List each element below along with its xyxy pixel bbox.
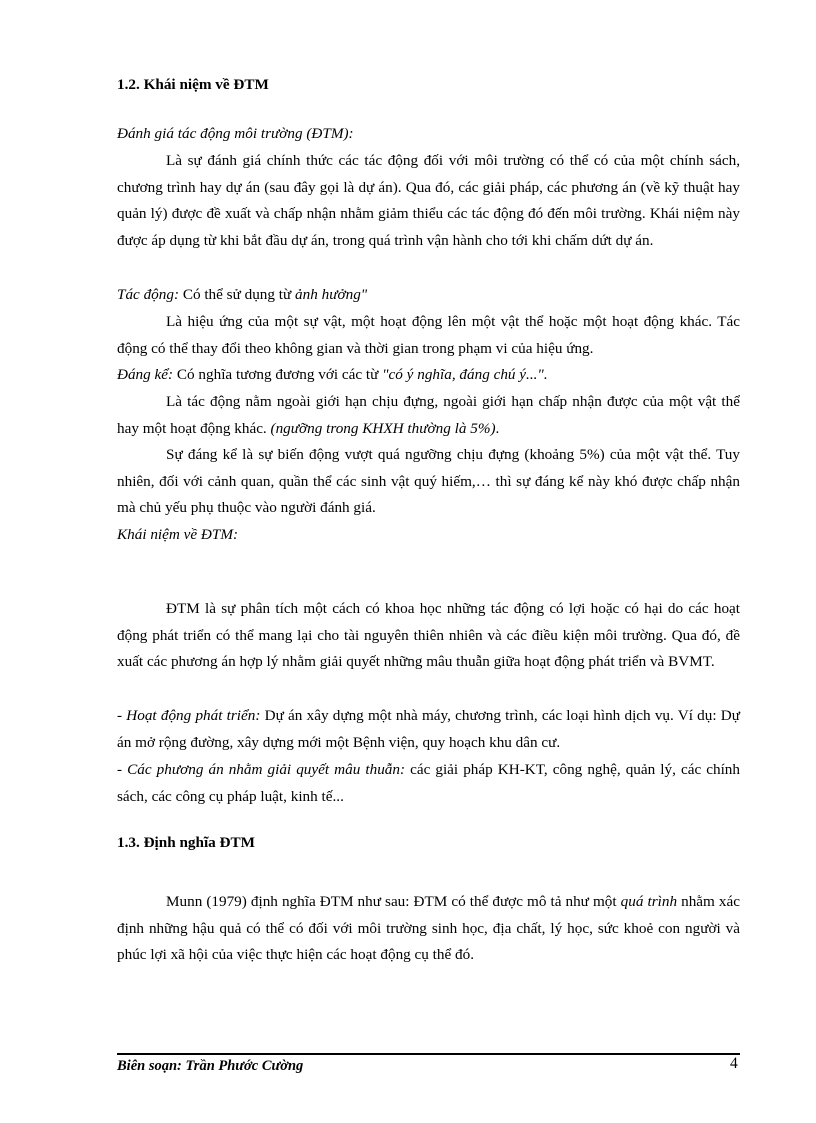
dtm-label: Đánh giá tác động môi trường (ĐTM): — [117, 125, 354, 142]
dangke-label: Đáng kể: — [117, 366, 174, 383]
section-heading-1-3: 1.3. Định nghĩa ĐTM — [117, 834, 255, 851]
tacdong-line — [117, 282, 740, 309]
munn-paragraph — [117, 889, 740, 969]
khainiem-paragraph: ĐTM là sự phân tích một cách có khoa học những tác động có lợi hoặc có hại do các hoạt động phát triển có thể mang lại cho tài nguyên thiên nhiên và các điều kiện môi trường. Qua đó, đề xuất các phương án hợp lý nhằm giải quyết những mâu thuẫn giữa hoạt động phát triển và BVMT. — [117, 600, 740, 671]
bullet-2-text: các giải pháp KH-KT, công nghệ, quản lý, các chính sách, các công cụ pháp luật, kinh tế... — [117, 761, 740, 805]
bullet-2-prefix: - — [117, 761, 128, 778]
tacdong-label: Tác động: — [117, 286, 180, 303]
dangke-paragraph-2: Sự đáng kể là sự biến động vượt quá ngưỡng chịu đựng (khoảng 5%) của một vật thể. Tuy nhiên, đối với cảnh quan, quần thể các sinh vật quý hiếm,… thì sự đáng kể này khó được chấp nhận mà chủ yếu phụ thuộc vào người đánh giá. — [117, 446, 740, 517]
dangke-paragraph-1-end: . — [495, 419, 500, 437]
khainiem-label: Khái niệm về ĐTM: — [117, 526, 239, 543]
dangke-paragraph-1 — [117, 389, 740, 442]
bullet-phuong-an — [117, 757, 740, 810]
section-heading-1-2: 1.2. Khái niệm về ĐTM — [117, 76, 269, 93]
dangke-paragraph-1-text: Là tác động nằm ngoài giới hạn chịu đựng, ngoài giới hạn chấp nhận được của một vật thể hay một hoạt động khác. — [117, 393, 740, 437]
tacdong-italic: ảnh hưởng" — [295, 286, 368, 303]
bullet-1-label: Hoạt động phát triển: — [126, 707, 261, 724]
tacdong-paragraph: Là hiệu ứng của một sự vật, một hoạt động lên một vật thể hoặc một hoạt động khác. Tác động có thể thay đổi theo không gian và thời gian trong phạm vi của hiệu ứng. — [117, 313, 740, 357]
munn-paragraph-end: nhằm xác định những hậu quả có thể có đối với môi trường sinh học, địa chất, lý học, sức khoẻ con người và phúc lợi xã hội của việc thực hiện các hoạt động cụ thể đó. — [117, 893, 740, 964]
page-number: 4 — [730, 1055, 738, 1072]
dangke-italic: "có ý nghĩa, đáng chú ý...". — [382, 366, 548, 383]
dangke-text: Có nghĩa tương đương với các từ — [173, 366, 383, 383]
footer-author: Biên soạn: Trần Phước Cường — [117, 1058, 304, 1074]
dtm-paragraph: Là sự đánh giá chính thức các tác động đối với môi trường có thể có của một chính sách, chương trình hay dự án (sau đây gọi là dự án). Qua đó, các giải pháp, các phương án (về kỹ thuật hay quản lý) được đề xuất và chấp nhận nhằm giảm thiểu các tác động đó đến môi trường. Khái niệm này được áp dụng từ khi bắt đầu dự án, trong quá trình vận hành cho tới khi chấm dứt dự án. — [117, 152, 740, 250]
munn-paragraph-start: Munn (1979) định nghĩa ĐTM như sau: ĐTM có thể được mô tả như một — [166, 893, 621, 910]
bullet-2-label: Các phương án nhằm giải quyết mâu thuẫn: — [127, 761, 406, 778]
bullet-1-text: Dự án xây dựng một nhà máy, chương trình, các loại hình dịch vụ. Ví dụ: Dự án mở rộng đường, xây dựng mới một Bệnh viện, quy hoạch khu dân cư. — [117, 707, 740, 751]
bullet-1-prefix: - — [117, 707, 127, 724]
dangke-line — [117, 362, 740, 389]
bullet-hoat-dong — [117, 703, 740, 756]
footer-divider — [117, 1053, 740, 1055]
dangke-paragraph-1-italic: (ngưỡng trong KHXH thường là 5%) — [270, 419, 496, 437]
munn-paragraph-italic: quá trình — [620, 893, 678, 910]
tacdong-text: Có thể sử dụng từ — [179, 286, 296, 303]
